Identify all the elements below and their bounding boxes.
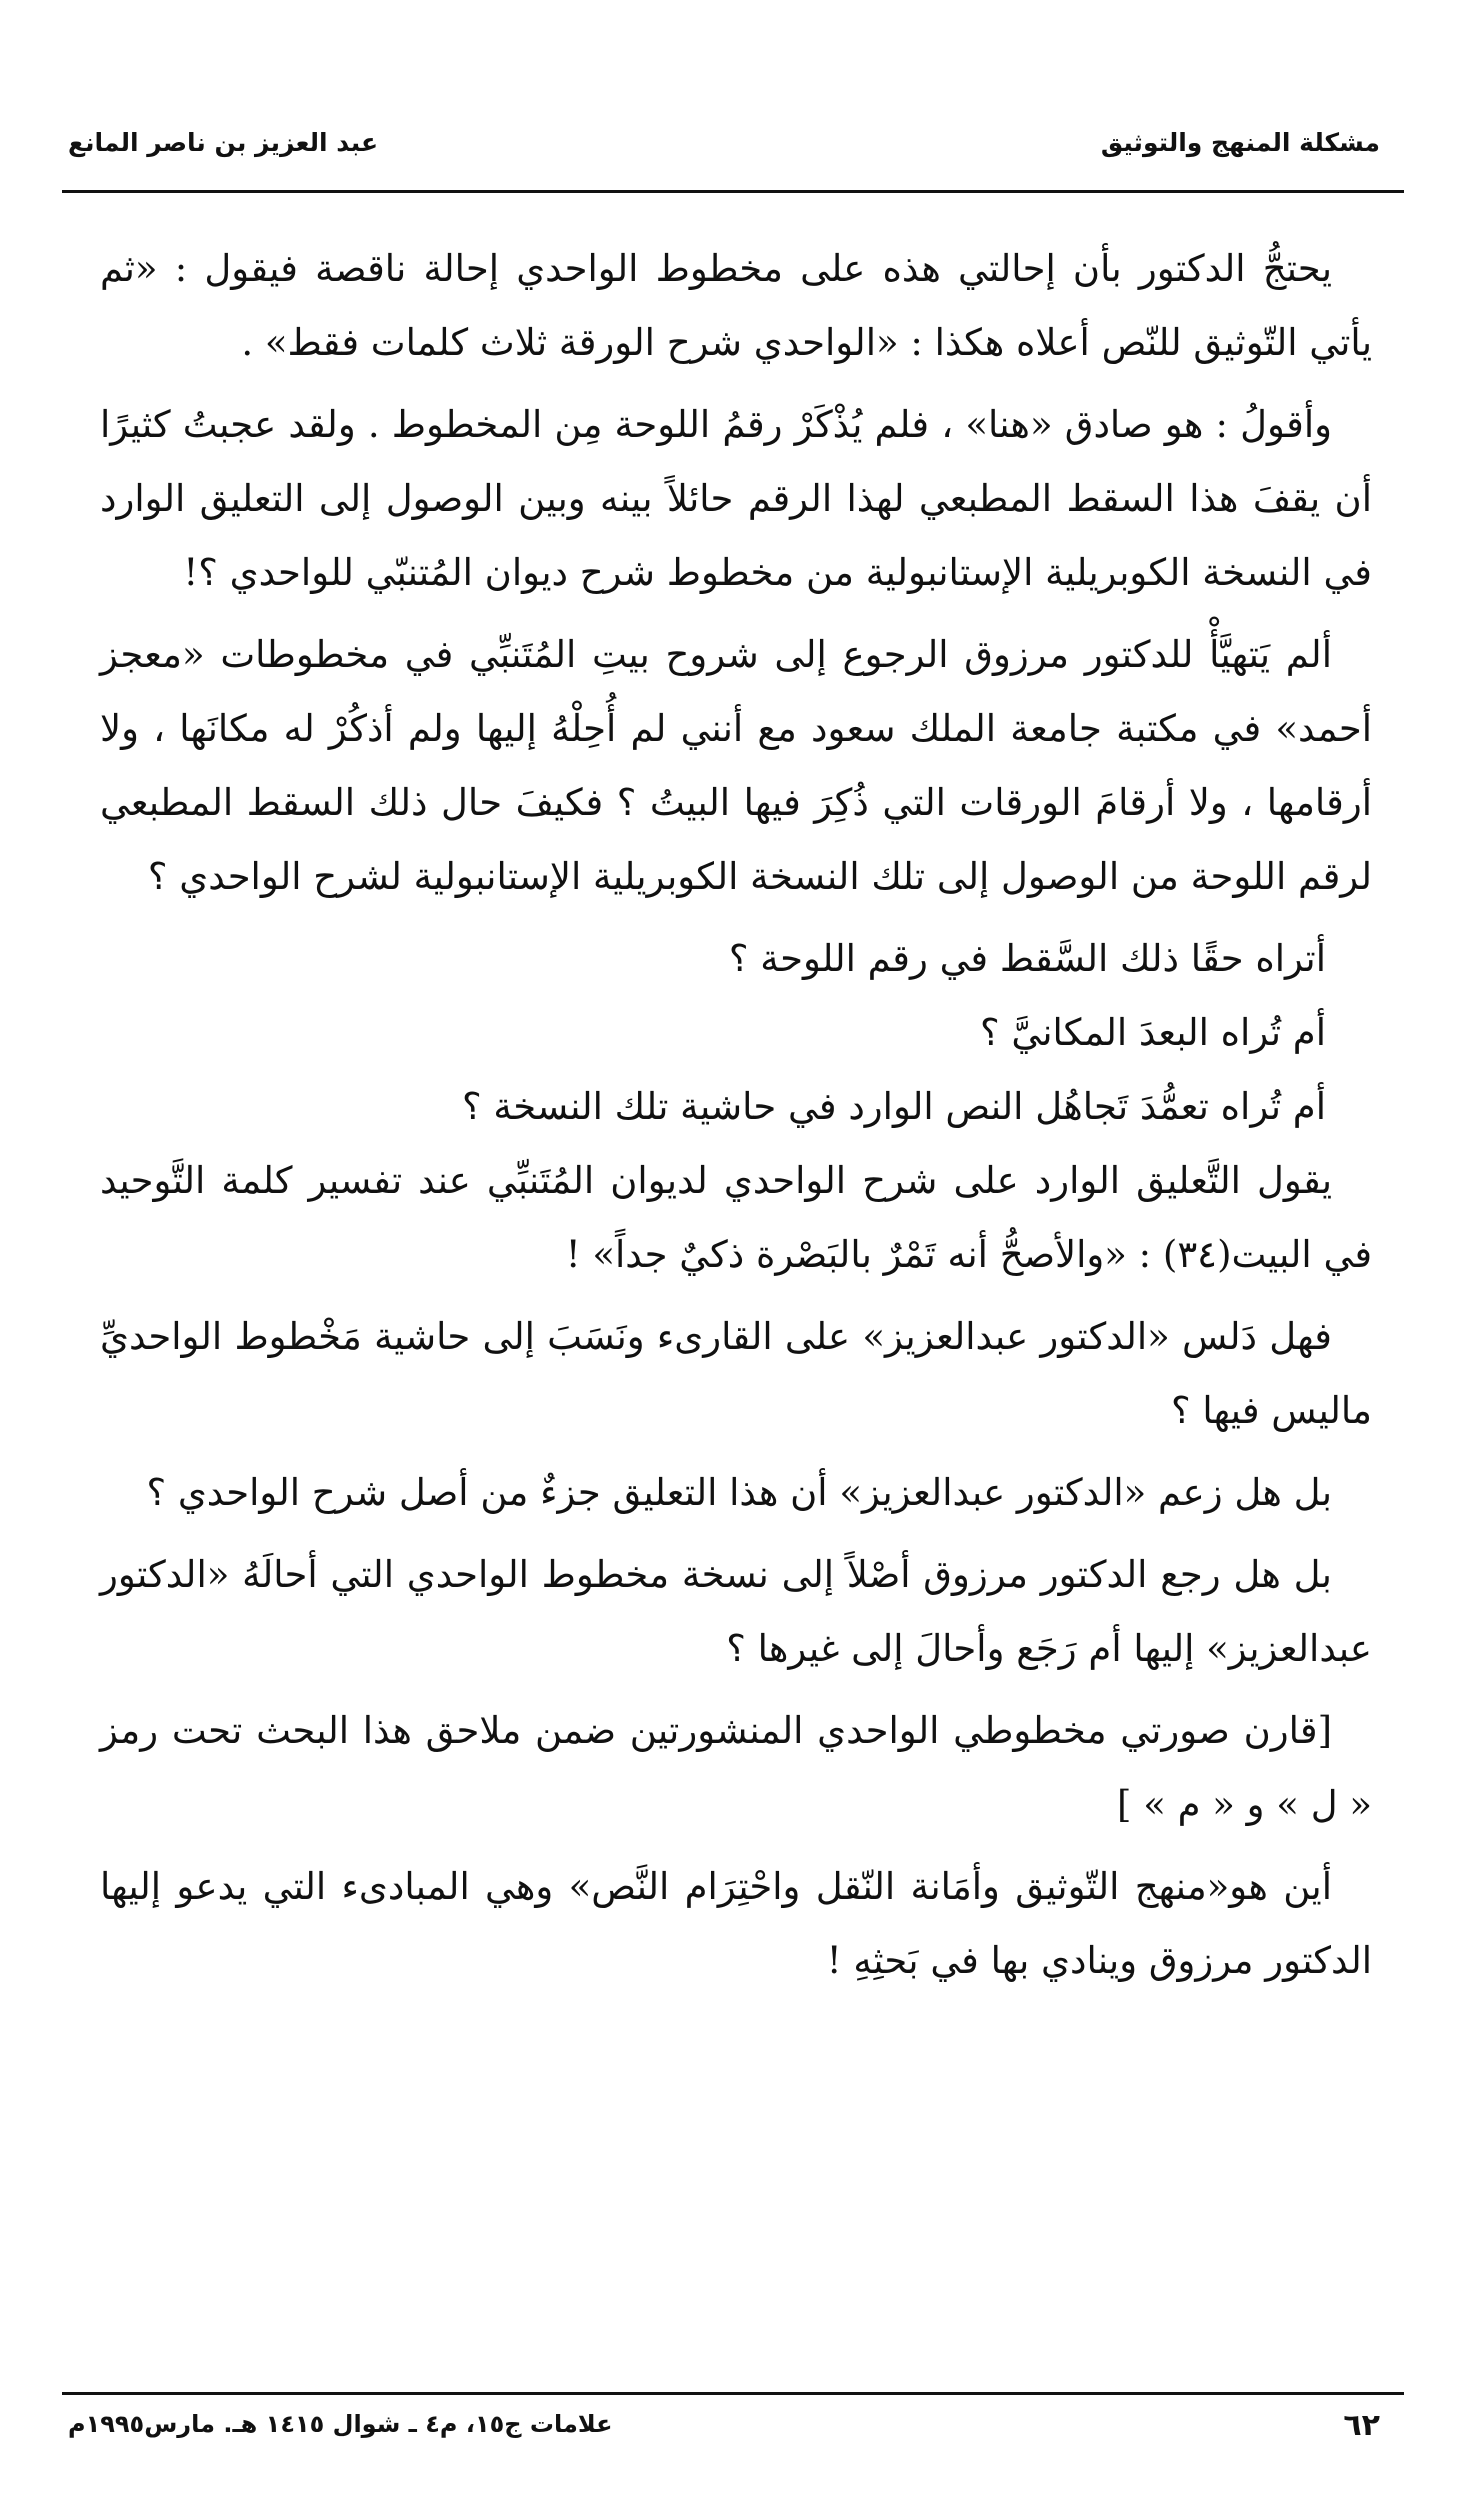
page-footer — [68, 2408, 1380, 2458]
paragraph-6: بل هل زعم «الدكتور عبدالعزيز» أن هذا التعليق جزءٌ من أصل شرح الواحدي ؟ — [146, 1471, 1332, 1514]
running-header — [68, 128, 1380, 176]
journal-info: علامات ج١٥، م٤ ـ شوال ١٤١٥ هـ. مارس١٩٩٥م — [68, 2410, 613, 2438]
paragraph-5: فهل دَلس «الدكتور عبدالعزيز» على القارىء ونَسَبَ إلى حاشية مَخْطوط الواحديِّ ماليس فيها ؟ — [100, 1315, 1372, 1432]
body-text — [100, 232, 1372, 2006]
paragraph-9: أين هو«منهج التّوثيق وأمَانة النّقل واحْتِرَام النَّص» وهي المبادىء التي يدعو إليها الدكتور مرزوق وينادي بها في بَحثِهِ ! — [100, 1865, 1372, 1982]
running-header-title: مشكلة المنهج والتوثيق — [1100, 128, 1380, 157]
paragraph-8: [قارن صورتي مخطوطي الواحدي المنشورتين ضمن ملاحق هذا البحث تحت رمز « ل » و « م » ] — [100, 1709, 1372, 1826]
paragraph-2: وأقولُ : هو صادق «هنا» ، فلم يُذْكَرْ رقمُ اللوحة مِن المخطوط . ولقد عجبتُ كثيرًا أن يقفَ هذا السقط المطبعي لهذا الرقم حائلاً بينه وبين الوصول إلى التعليق الوارد في النسخة الكوبريلية الإستانبولية من مخطوط شرح ديوان المُتنبّي للواحدي ؟! — [100, 403, 1372, 594]
header-divider — [62, 190, 1404, 193]
paragraph-3: ألم يَتهيَّأْ للدكتور مرزوق الرجوع إلى شروح بيتِ المُتَنبِّي في مخطوطات «معجز أحمد» في مكتبة جامعة الملك سعود مع أنني لم أُحِلْهُ إليها ولم أذكُرْ له مكانَها ، ولا أرقامها ، ولا أرقامَ الورقات التي ذُكِرَ فيها البيتُ ؟ فكيفَ حال ذلك السقط المطبعي لرقم اللوحة من الوصول إلى تلك النسخة الكوبريلية الإستانبولية لشرح الواحدي ؟ — [100, 633, 1372, 898]
paragraph-1: يحتجُّ الدكتور بأن إحالتي هذه على مخطوط الواحدي إحالة ناقصة فيقول : «ثم يأتي التّوثيق للنّص أعلاه هكذا : «الواحدي شرح الورقة ثلاث كلمات فقط» . — [100, 247, 1372, 364]
paragraph-4: يقول التَّعليق الوارد على شرح الواحدي لديوان المُتَنبِّي عند تفسير كلمة التَّوحيد في البيت(٣٤) : «والأصحُّ أنه تَمْرٌ بالبَصْرة ذكيٌ جداً» ! — [100, 1159, 1372, 1276]
question-1: أتراه حقًا ذلك السَّقط في رقم اللوحة ؟ — [728, 937, 1326, 980]
question-3: أم تُراه تعمُّدَ تَجاهُل النص الوارد في حاشية تلك النسخة ؟ — [462, 1085, 1326, 1128]
paragraph-7: بل هل رجع الدكتور مرزوق أصْلاً إلى نسخة مخطوط الواحدي التي أحالَهُ «الدكتور عبدالعزيز» إليها أم رَجَع وأحالَ إلى غيرها ؟ — [100, 1553, 1372, 1670]
running-header-author: عبد العزيز بن ناصر المانع — [68, 128, 379, 157]
question-2: أم تُراه البعدَ المكانيَّ ؟ — [979, 1011, 1326, 1054]
footer-divider — [62, 2392, 1404, 2395]
page-number: ٦٢ — [1343, 2408, 1380, 2443]
